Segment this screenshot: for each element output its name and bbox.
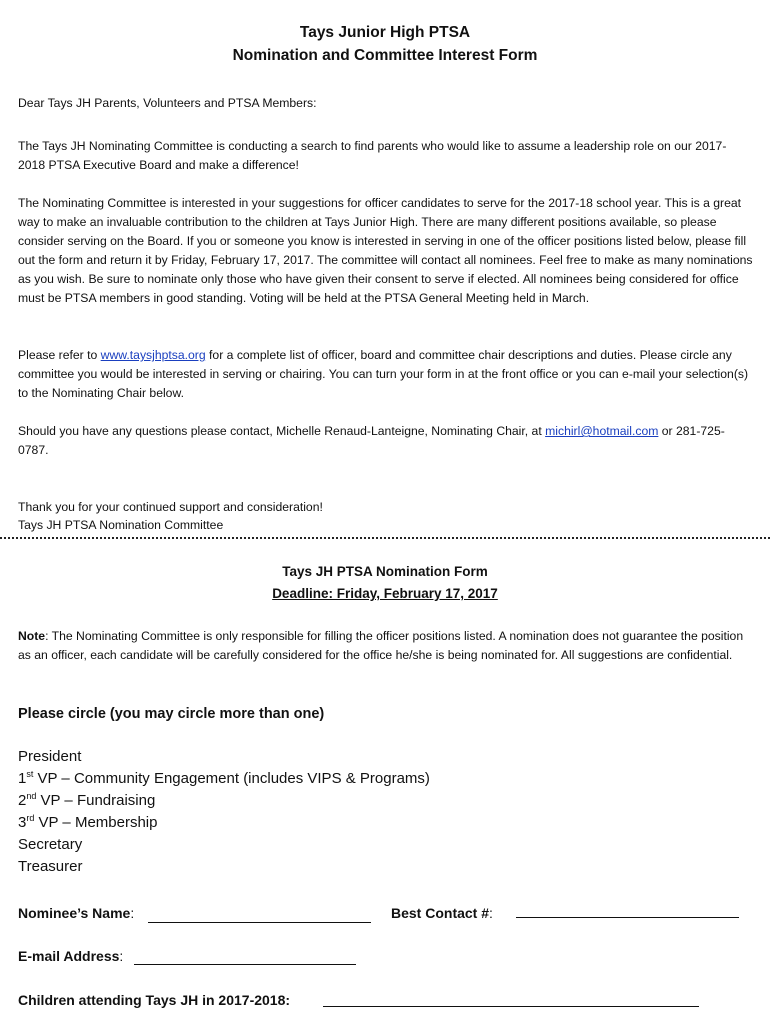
position-ordinal: st (26, 769, 34, 779)
email-address-label-text: E-mail Address (18, 948, 120, 964)
nominating-chair-email-link[interactable]: michirl@hotmail.com (545, 424, 659, 438)
best-contact-colon: : (489, 905, 493, 921)
letter-paragraph-3 (18, 346, 753, 403)
position-ordinal: rd (26, 813, 35, 823)
para4-text-after: or 281-725-0787. (18, 424, 725, 457)
letter-greeting: Dear Tays JH Parents, Volunteers and PTSA Members: (18, 96, 317, 110)
position-number: 1 (18, 770, 27, 787)
position-3rd-vp[interactable] (18, 812, 430, 834)
circle-instruction: Please circle (you may circle more than one) (18, 706, 325, 722)
letter-closing-1: Thank you for your continued support and consideration! (18, 500, 323, 514)
position-1st-vp[interactable] (18, 768, 430, 790)
position-label: VP – Membership (34, 814, 158, 831)
best-contact-label-text: Best Contact # (391, 905, 490, 921)
position-number: 3 (18, 814, 27, 831)
nominee-name-colon: : (130, 905, 135, 921)
email-address-field[interactable] (134, 964, 356, 965)
best-contact-field[interactable] (516, 917, 739, 918)
letter-closing-2: Tays JH PTSA Nomination Committee (18, 518, 224, 532)
nominee-name-field[interactable] (148, 922, 371, 923)
position-treasurer[interactable] (18, 856, 430, 878)
position-ordinal: nd (26, 791, 37, 801)
letter-paragraph-1: The Tays JH Nominating Committee is conducting a search to find parents who would like to assume a leadership role on our 2017-2018 PTSA Executive Board and make a difference! (18, 139, 727, 172)
position-number: 2 (18, 792, 27, 809)
page-subtitle: Nomination and Committee Interest Form (232, 47, 538, 64)
note-text: : The Nominating Committee is only responsible for filling the officer positions listed. A nomination does not guarantee the position as an officer, each candidate will be carefully considered for the office he/she is being nominated for. All suggestions are confidential. (18, 629, 744, 662)
para3-text-after: for a complete list of officer, board and committee chair descriptions and duties. Please circle any committee you would be interested in serving or chairing. You can turn your form in at the front office or you can e-mail your selection(s) to the Nominating Chair below. (18, 348, 749, 400)
form-deadline (0, 584, 770, 604)
letter-paragraph-2: The Nominating Committee is interested in your suggestions for officer candidates to serve for the 2017-18 school year. This is a great way to make an invaluable contribution to the children at Tays Junior High. There are many different positions available, so please consider serving on the Board. If you or someone you know is interested in serving in one of the officer positions listed below, please fill out the form and return it by Friday, February 17, 2017. The committee will contact all nominees. Feel free to make as many nominations as you wish. Be sure to nominate only those who have given their consent to serve if elected. All nominees being considered for office must be PTSA members in good standing. Voting will be held at the PTSA General Meeting held in March. (18, 196, 753, 305)
para3-text-before: Please refer to (18, 348, 101, 362)
position-label: VP – Community Engagement (includes VIPS & Programs) (33, 770, 430, 787)
best-contact-label (391, 903, 493, 923)
ptsa-website-link[interactable]: www.taysjhptsa.org (100, 348, 206, 362)
children-attending-field[interactable] (323, 1006, 699, 1007)
position-label: Secretary (18, 836, 83, 853)
position-president[interactable] (18, 746, 430, 768)
letter-paragraph-4 (18, 422, 753, 460)
nominee-name-label-text: Nominee’s Name (18, 905, 131, 921)
form-title: Tays JH PTSA Nomination Form (282, 564, 488, 579)
position-label: Treasurer (18, 858, 83, 875)
officer-position-list (18, 746, 430, 878)
nominee-name-label (18, 903, 134, 923)
position-2nd-vp[interactable] (18, 790, 430, 812)
children-attending-label: Children attending Tays JH in 2017-2018: (18, 992, 291, 1008)
note-label: Note (18, 629, 46, 643)
deadline-text: Deadline: Friday, February 17, 2017 (272, 586, 498, 601)
page-title: Tays Junior High PTSA (299, 24, 471, 41)
position-label: President (18, 748, 82, 765)
form-note (18, 627, 753, 665)
position-secretary[interactable] (18, 834, 430, 856)
position-label: VP – Fundraising (36, 792, 156, 809)
email-address-label (18, 946, 123, 966)
cut-line-divider (0, 537, 770, 539)
email-address-colon: : (119, 948, 124, 964)
para4-text-before: Should you have any questions please contact, Michelle Renaud-Lanteigne, Nominating Chair, at (18, 424, 546, 438)
